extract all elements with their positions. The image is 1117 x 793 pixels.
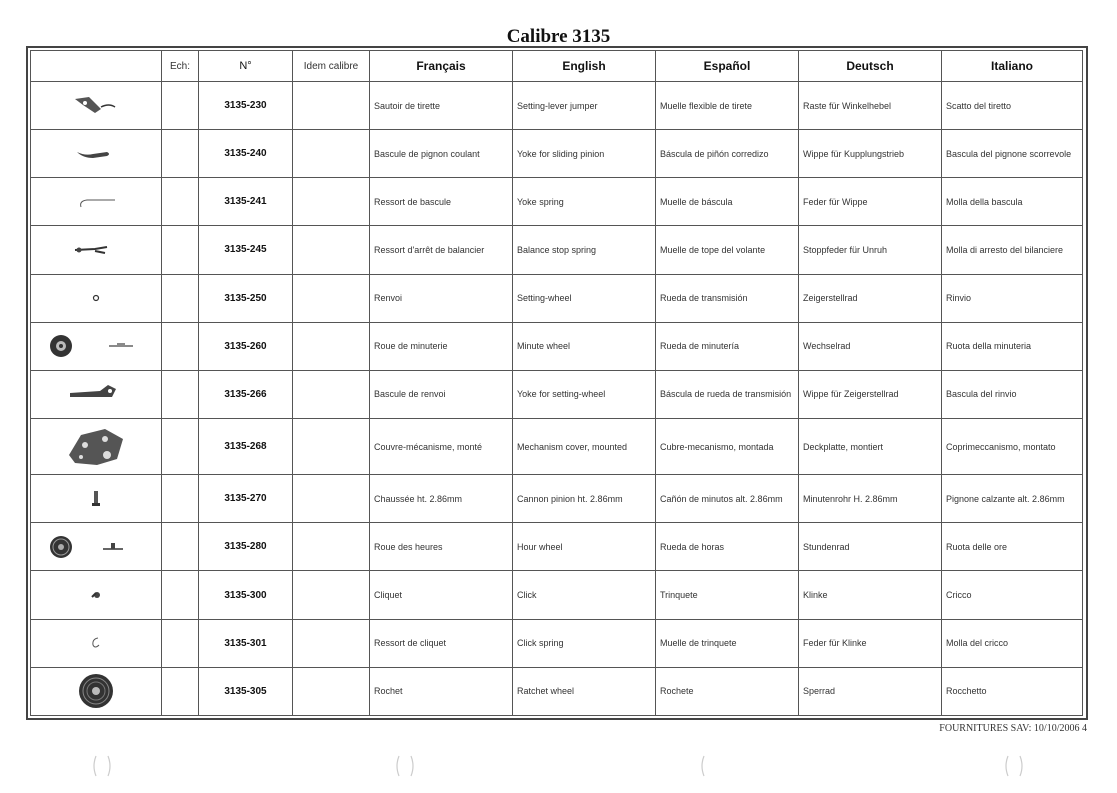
header-row — [31, 51, 1083, 82]
name-francais: Bascule de pignon coulant — [370, 130, 513, 178]
name-italiano: Pignone calzante alt. 2.86mm — [942, 475, 1083, 523]
ech-cell — [162, 130, 199, 178]
name-espanol: Báscula de piñón corredizo — [656, 130, 799, 178]
setting-lever-jumper-icon — [35, 91, 157, 121]
part-number: 3135-280 — [199, 523, 293, 571]
part-image — [31, 130, 162, 178]
name-english: Setting-lever jumper — [513, 82, 656, 130]
table-row — [31, 370, 1083, 418]
part-number: 3135-266 — [199, 370, 293, 418]
idem-calibre-cell — [293, 226, 370, 274]
name-deutsch: Sperrad — [799, 667, 942, 715]
name-francais: Cliquet — [370, 571, 513, 619]
name-espanol: Cubre-mecanismo, montada — [656, 418, 799, 474]
ech-cell — [162, 274, 199, 322]
name-deutsch: Minutenrohr H. 2.86mm — [799, 475, 942, 523]
header-francais: Français — [370, 51, 513, 82]
name-english: Minute wheel — [513, 322, 656, 370]
idem-calibre-cell — [293, 82, 370, 130]
table-row — [31, 226, 1083, 274]
page-title: Calibre 3135 — [506, 26, 611, 47]
part-image — [31, 274, 162, 322]
table-row — [31, 475, 1083, 523]
name-francais: Roue des heures — [370, 523, 513, 571]
part-number: 3135-240 — [199, 130, 293, 178]
name-english: Mechanism cover, mounted — [513, 418, 656, 474]
mechanism-cover-icon — [35, 425, 157, 469]
name-espanol: Báscula de rueda de transmisión — [656, 370, 799, 418]
name-francais: Ressort de cliquet — [370, 619, 513, 667]
name-english: Yoke for sliding pinion — [513, 130, 656, 178]
name-deutsch: Wippe für Kupplungstrieb — [799, 130, 942, 178]
name-espanol: Muelle flexible de tirete — [656, 82, 799, 130]
idem-calibre-cell — [293, 178, 370, 226]
part-number: 3135-245 — [199, 226, 293, 274]
name-english: Click — [513, 571, 656, 619]
name-deutsch: Klinke — [799, 571, 942, 619]
name-italiano: Rinvio — [942, 274, 1083, 322]
name-italiano: Scatto del tiretto — [942, 82, 1083, 130]
name-italiano: Molla del cricco — [942, 619, 1083, 667]
part-number: 3135-260 — [199, 322, 293, 370]
name-espanol: Muelle de báscula — [656, 178, 799, 226]
ech-cell — [162, 178, 199, 226]
balance-stop-spring-icon — [35, 240, 157, 260]
name-italiano: Cricco — [942, 571, 1083, 619]
click-icon — [35, 585, 157, 605]
part-image — [31, 322, 162, 370]
part-number: 3135-305 — [199, 667, 293, 715]
header-image — [31, 51, 162, 82]
part-image — [31, 523, 162, 571]
name-espanol: Muelle de trinquete — [656, 619, 799, 667]
ech-cell — [162, 571, 199, 619]
setting-wheel-icon — [35, 288, 157, 308]
name-francais: Renvoi — [370, 274, 513, 322]
name-espanol: Rueda de minutería — [656, 322, 799, 370]
ech-cell — [162, 370, 199, 418]
minute-wheel-icon — [35, 331, 157, 361]
name-italiano: Rocchetto — [942, 667, 1083, 715]
name-deutsch: Wechselrad — [799, 322, 942, 370]
table-row — [31, 130, 1083, 178]
name-espanol: Cañón de minutos alt. 2.86mm — [656, 475, 799, 523]
name-english: Ratchet wheel — [513, 667, 656, 715]
idem-calibre-cell — [293, 667, 370, 715]
name-francais: Bascule de renvoi — [370, 370, 513, 418]
idem-calibre-cell — [293, 274, 370, 322]
yoke-setting-wheel-icon — [35, 379, 157, 409]
name-espanol: Muelle de tope del volante — [656, 226, 799, 274]
name-italiano: Molla di arresto del bilanciere — [942, 226, 1083, 274]
part-number: 3135-268 — [199, 418, 293, 474]
idem-calibre-cell — [293, 523, 370, 571]
part-number: 3135-241 — [199, 178, 293, 226]
hour-wheel-icon — [35, 532, 157, 562]
part-image — [31, 475, 162, 523]
name-espanol: Rochete — [656, 667, 799, 715]
header-idem-calibre: Idem calibre — [293, 51, 370, 82]
table-row — [31, 619, 1083, 667]
idem-calibre-cell — [293, 130, 370, 178]
part-image — [31, 571, 162, 619]
name-english: Cannon pinion ht. 2.86mm — [513, 475, 656, 523]
name-english: Hour wheel — [513, 523, 656, 571]
footer-note: FOURNITURES SAV: 10/10/2006 4 — [939, 723, 1087, 734]
part-number: 3135-300 — [199, 571, 293, 619]
name-francais: Couvre-mécanisme, monté — [370, 418, 513, 474]
name-english: Balance stop spring — [513, 226, 656, 274]
ech-cell — [162, 322, 199, 370]
table-row — [31, 322, 1083, 370]
part-image — [31, 226, 162, 274]
cannon-pinion-icon — [35, 487, 157, 511]
punch-hole-mark — [698, 752, 722, 780]
name-francais: Chaussée ht. 2.86mm — [370, 475, 513, 523]
name-italiano: Ruota delle ore — [942, 523, 1083, 571]
punch-hole-mark — [393, 752, 417, 780]
part-image — [31, 178, 162, 226]
header-italiano: Italiano — [942, 51, 1083, 82]
part-number: 3135-301 — [199, 619, 293, 667]
name-espanol: Rueda de transmisión — [656, 274, 799, 322]
name-francais: Ressort de bascule — [370, 178, 513, 226]
yoke-icon — [35, 144, 157, 164]
parts-table — [30, 50, 1083, 716]
punch-hole-mark — [90, 752, 114, 780]
ech-cell — [162, 226, 199, 274]
yoke-spring-icon — [35, 192, 157, 212]
part-image — [31, 418, 162, 474]
name-deutsch: Feder für Klinke — [799, 619, 942, 667]
punch-hole-mark — [1002, 752, 1026, 780]
ech-cell — [162, 619, 199, 667]
name-english: Setting-wheel — [513, 274, 656, 322]
name-deutsch: Wippe für Zeigerstellrad — [799, 370, 942, 418]
name-espanol: Rueda de horas — [656, 523, 799, 571]
name-italiano: Bascula del pignone scorrevole — [942, 130, 1083, 178]
header-deutsch: Deutsch — [799, 51, 942, 82]
ech-cell — [162, 523, 199, 571]
part-number: 3135-270 — [199, 475, 293, 523]
name-francais: Sautoir de tirette — [370, 82, 513, 130]
idem-calibre-cell — [293, 322, 370, 370]
table-row — [31, 82, 1083, 130]
header-espanol: Español — [656, 51, 799, 82]
table-row — [31, 667, 1083, 715]
name-deutsch: Stoppfeder für Unruh — [799, 226, 942, 274]
name-deutsch: Zeigerstellrad — [799, 274, 942, 322]
table-row — [31, 178, 1083, 226]
name-francais: Rochet — [370, 667, 513, 715]
name-english: Yoke for setting-wheel — [513, 370, 656, 418]
click-spring-icon — [35, 633, 157, 653]
name-italiano: Ruota della minuteria — [942, 322, 1083, 370]
header-number: N° — [199, 51, 293, 82]
idem-calibre-cell — [293, 418, 370, 474]
idem-calibre-cell — [293, 370, 370, 418]
table-row — [31, 418, 1083, 474]
part-number: 3135-230 — [199, 82, 293, 130]
ech-cell — [162, 475, 199, 523]
idem-calibre-cell — [293, 571, 370, 619]
part-number: 3135-250 — [199, 274, 293, 322]
name-italiano: Bascula del rinvio — [942, 370, 1083, 418]
header-english: English — [513, 51, 656, 82]
name-deutsch: Raste für Winkelhebel — [799, 82, 942, 130]
ech-cell — [162, 418, 199, 474]
name-deutsch: Stundenrad — [799, 523, 942, 571]
name-english: Yoke spring — [513, 178, 656, 226]
table-row — [31, 523, 1083, 571]
ech-cell — [162, 667, 199, 715]
name-deutsch: Deckplatte, montiert — [799, 418, 942, 474]
part-image — [31, 619, 162, 667]
idem-calibre-cell — [293, 475, 370, 523]
name-italiano: Molla della bascula — [942, 178, 1083, 226]
table-row — [31, 274, 1083, 322]
part-image — [31, 370, 162, 418]
part-image — [31, 667, 162, 715]
name-francais: Roue de minuterie — [370, 322, 513, 370]
name-deutsch: Feder für Wippe — [799, 178, 942, 226]
ech-cell — [162, 82, 199, 130]
header-ech: Ech: — [162, 51, 199, 82]
part-image — [31, 82, 162, 130]
name-english: Click spring — [513, 619, 656, 667]
idem-calibre-cell — [293, 619, 370, 667]
name-espanol: Trinquete — [656, 571, 799, 619]
name-francais: Ressort d'arrêt de balancier — [370, 226, 513, 274]
name-italiano: Coprimeccanismo, montato — [942, 418, 1083, 474]
table-row — [31, 571, 1083, 619]
ratchet-wheel-icon — [35, 671, 157, 711]
